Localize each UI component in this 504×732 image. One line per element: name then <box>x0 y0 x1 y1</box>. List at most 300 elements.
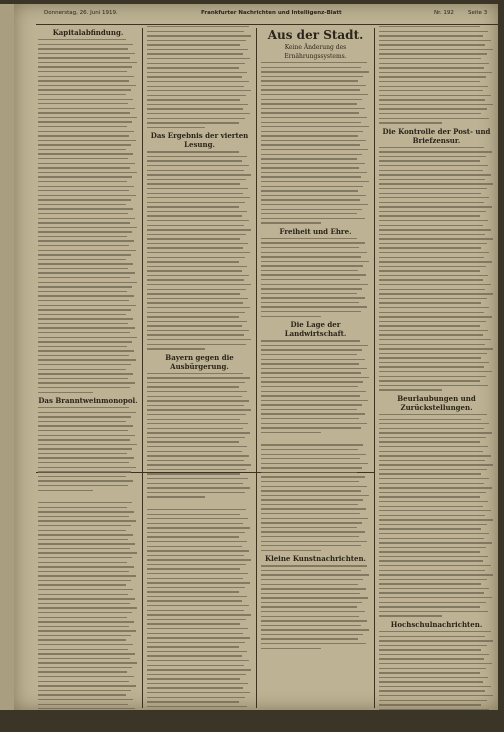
text-line <box>38 236 127 237</box>
text-line <box>379 533 489 534</box>
text-line <box>147 220 249 221</box>
text-line <box>379 542 492 543</box>
text-line <box>261 518 368 519</box>
text-line <box>147 348 205 349</box>
text-line <box>147 99 240 100</box>
text-line <box>379 156 486 157</box>
text-line <box>147 257 245 258</box>
text-line <box>147 527 250 528</box>
text-line <box>38 694 126 695</box>
text-line <box>261 444 363 445</box>
text-line <box>147 437 245 438</box>
text-line <box>261 71 369 72</box>
text-line <box>379 645 487 646</box>
text-line <box>379 677 488 678</box>
text-line <box>38 562 127 563</box>
text-line <box>379 63 489 64</box>
text-line <box>379 49 493 50</box>
newspaper-page <box>14 4 498 710</box>
text-line <box>261 204 368 205</box>
text-line <box>38 607 137 608</box>
text-line <box>38 355 129 356</box>
text-line <box>261 112 359 113</box>
text-line <box>147 197 250 198</box>
heading: Beurlaubungen und Zurückstellungen. <box>397 393 476 412</box>
text-line <box>147 275 249 276</box>
text-line <box>38 112 130 113</box>
text-line <box>379 348 493 349</box>
heading: Das Branntweinmonopol. <box>38 396 138 406</box>
text-block <box>147 26 252 128</box>
text-line <box>38 480 133 481</box>
text-line <box>147 697 245 698</box>
text-line <box>261 400 368 401</box>
text-line <box>38 327 135 328</box>
text-line <box>38 566 134 567</box>
text-line <box>261 213 357 214</box>
text-line <box>261 508 366 509</box>
text-line <box>38 444 137 445</box>
text-line <box>38 378 128 379</box>
text-line <box>147 614 251 615</box>
text-line <box>261 395 360 396</box>
text-line <box>147 330 249 331</box>
text-line <box>38 131 134 132</box>
column-rule <box>256 28 257 708</box>
text-line <box>147 646 239 647</box>
text-line <box>261 85 366 86</box>
text-line <box>261 67 361 68</box>
text-line <box>261 265 363 266</box>
text-line <box>379 44 485 45</box>
text-line <box>261 432 321 433</box>
heading: Die Kontrolle der Post- und Briefzensur. <box>382 126 491 145</box>
text-line <box>379 551 480 552</box>
text-line <box>38 135 129 136</box>
text-line <box>261 463 368 464</box>
text-line <box>147 492 245 493</box>
text-line <box>379 376 486 377</box>
text-line <box>261 404 362 405</box>
text-line <box>379 302 481 303</box>
text-line <box>147 202 245 203</box>
text-line <box>38 617 127 618</box>
text-line <box>379 506 483 507</box>
text-line <box>261 541 367 542</box>
text-line <box>379 197 489 198</box>
text-line <box>147 419 240 420</box>
text-line <box>261 354 357 355</box>
text-line <box>147 293 240 294</box>
text-line <box>38 373 133 374</box>
text-line <box>261 108 365 109</box>
text-line <box>379 188 487 189</box>
text-line <box>261 372 361 373</box>
text-line <box>379 325 480 326</box>
text-line <box>379 31 488 32</box>
text-line <box>261 602 362 603</box>
text-line <box>38 594 128 595</box>
text-line <box>147 532 245 533</box>
text-line <box>261 199 360 200</box>
text-line <box>379 108 487 109</box>
text-line <box>261 629 369 630</box>
text-line <box>379 446 488 447</box>
text-line <box>261 297 365 298</box>
text-line <box>38 181 127 182</box>
text-line <box>261 550 321 551</box>
text-block <box>38 39 138 393</box>
text-line <box>147 473 240 474</box>
text-line <box>147 432 250 433</box>
text-line <box>379 266 486 267</box>
text-line <box>38 364 131 365</box>
text-line <box>38 439 130 440</box>
text-line <box>38 121 132 122</box>
text-line <box>147 428 243 429</box>
text-line <box>379 654 489 655</box>
text-line <box>261 391 366 392</box>
text-line <box>147 514 240 515</box>
text-line <box>38 430 128 431</box>
text-line <box>147 655 242 656</box>
text-line <box>379 672 480 673</box>
text-line <box>147 334 244 335</box>
text-line <box>261 472 357 473</box>
text-line <box>38 62 137 63</box>
text-line <box>379 247 481 248</box>
text-line <box>147 573 248 574</box>
text-line <box>261 181 369 182</box>
text-line <box>147 446 247 447</box>
text-line <box>261 531 365 532</box>
text-line <box>38 53 135 54</box>
text-line <box>261 495 369 496</box>
text-line <box>379 686 491 687</box>
text-line <box>38 639 126 640</box>
heading: Kapitalabfindung. <box>52 28 124 37</box>
text-line <box>261 481 359 482</box>
text-line <box>147 541 247 542</box>
text-line <box>379 597 492 598</box>
text-line <box>379 690 485 691</box>
text-line <box>38 199 131 200</box>
text-line <box>38 658 130 659</box>
text-block <box>261 444 370 551</box>
text-line <box>379 588 489 589</box>
text-line <box>38 117 137 118</box>
text-line <box>147 252 250 253</box>
text-line <box>261 458 360 459</box>
text-line <box>147 678 240 679</box>
text-line <box>147 706 247 707</box>
text-line <box>379 275 488 276</box>
text-line <box>147 44 240 45</box>
text-line <box>38 108 135 109</box>
text-line <box>261 574 369 575</box>
text-line <box>147 692 250 693</box>
text-line <box>379 528 481 529</box>
text-line <box>261 103 357 104</box>
text-line <box>147 555 244 556</box>
text-line <box>147 183 240 184</box>
text-block <box>147 509 252 710</box>
text-line <box>147 104 248 105</box>
text-line <box>379 118 489 119</box>
text-line <box>38 621 134 622</box>
text-line <box>38 671 127 672</box>
text-line <box>38 186 134 187</box>
text-line <box>147 193 243 194</box>
column-rule <box>374 28 375 708</box>
text-line <box>38 314 126 315</box>
text-line <box>38 149 126 150</box>
text-line <box>38 254 131 255</box>
text-line <box>38 231 132 232</box>
text-line <box>38 392 93 393</box>
text-line <box>38 584 126 585</box>
text-line <box>147 582 250 583</box>
text-line <box>379 501 488 502</box>
text-line <box>379 261 492 262</box>
text-line <box>38 66 132 67</box>
text-line <box>147 113 250 114</box>
text-line <box>379 243 487 244</box>
section-title: Aus der Stadt. <box>267 28 364 42</box>
text-line <box>147 373 243 374</box>
text-line <box>379 704 481 705</box>
text-line <box>261 606 357 607</box>
text-line <box>261 99 362 100</box>
text-line <box>261 616 359 617</box>
text-line <box>38 323 128 324</box>
text-block <box>379 26 494 124</box>
text-line <box>261 89 360 90</box>
text-line <box>38 690 131 691</box>
text-line <box>38 337 137 338</box>
text-line <box>261 504 358 505</box>
text-line <box>261 565 367 566</box>
text-line <box>379 86 488 87</box>
column-2 <box>147 26 252 710</box>
text-line <box>38 435 135 436</box>
text-line <box>261 284 368 285</box>
text-line <box>147 316 239 317</box>
text-line <box>147 687 243 688</box>
heading: Freiheit und Ehre. <box>279 226 352 236</box>
text-line <box>379 193 481 194</box>
text-line <box>147 261 239 262</box>
text-line <box>261 122 361 123</box>
text-line <box>147 451 242 452</box>
text-line <box>261 172 367 173</box>
text-line <box>38 667 132 668</box>
text-line <box>261 316 321 317</box>
text-line <box>379 695 493 696</box>
text-line <box>38 453 127 454</box>
text-line <box>379 170 483 171</box>
column-4 <box>379 26 494 710</box>
text-line <box>147 215 242 216</box>
text-line <box>261 638 358 639</box>
text-line <box>379 583 481 584</box>
text-block <box>379 631 494 710</box>
text-line <box>261 238 357 239</box>
text-line <box>147 496 205 497</box>
text-line <box>379 432 492 433</box>
text-line <box>379 35 483 36</box>
text-line <box>379 312 484 313</box>
text-line <box>379 252 489 253</box>
text-line <box>261 423 367 424</box>
text-line <box>261 190 358 191</box>
text-line <box>147 460 244 461</box>
text-line <box>38 598 135 599</box>
text-line <box>261 648 321 649</box>
text-line <box>379 40 491 41</box>
text-line <box>379 289 485 290</box>
text-line <box>147 382 245 383</box>
text-line <box>38 172 137 173</box>
text-line <box>147 523 243 524</box>
text-line <box>379 538 484 539</box>
text-line <box>38 305 136 306</box>
text-line <box>38 144 131 145</box>
text-line <box>147 550 249 551</box>
text-line <box>38 516 129 517</box>
text-line <box>147 312 245 313</box>
text-line <box>379 464 493 465</box>
text-line <box>38 277 130 278</box>
text-line <box>261 386 358 387</box>
text-line <box>379 565 491 566</box>
text-line <box>379 366 484 367</box>
text-line <box>147 58 250 59</box>
text-line <box>261 222 321 223</box>
text-block <box>147 151 252 349</box>
text-line <box>261 149 368 150</box>
text-line <box>379 298 487 299</box>
text-block <box>261 238 370 317</box>
text-line <box>38 626 129 627</box>
heading: Bayern gegen die Ausbürgerung. <box>165 352 234 371</box>
text-line <box>38 163 135 164</box>
text-line <box>261 167 359 168</box>
text-line <box>261 135 358 136</box>
text-line <box>379 307 489 308</box>
text-line <box>261 126 369 127</box>
text-line <box>379 206 492 207</box>
header-masthead: Frankfurter Nachrichten und Intelligenz-Blatt <box>201 10 342 16</box>
text-line <box>379 709 489 710</box>
text-line <box>38 502 132 503</box>
text-line <box>147 642 245 643</box>
text-line <box>379 179 485 180</box>
text-line <box>38 681 129 682</box>
text-line <box>38 476 126 477</box>
text-line <box>38 240 134 241</box>
text-line <box>147 487 250 488</box>
text-line <box>38 39 126 40</box>
text-line <box>261 467 362 468</box>
text-block <box>261 62 370 224</box>
text-line <box>261 449 358 450</box>
text-line <box>38 425 133 426</box>
text-line <box>147 637 250 638</box>
text-block <box>379 147 494 391</box>
text-line <box>147 95 246 96</box>
text-line <box>379 362 489 363</box>
heading: Das Ergebnis der vierten Lesung. <box>150 131 249 150</box>
text-line <box>38 520 136 521</box>
text-line <box>147 633 243 634</box>
text-line <box>38 662 137 663</box>
text-line <box>147 122 239 123</box>
text-line <box>38 245 129 246</box>
text-line <box>147 234 246 235</box>
text-line <box>261 76 363 77</box>
text-line <box>147 174 251 175</box>
text-line <box>261 499 363 500</box>
column-1 <box>38 26 138 710</box>
text-line <box>261 527 357 528</box>
text-line <box>147 610 244 611</box>
text-line <box>379 53 487 54</box>
text-line <box>38 99 133 100</box>
text-line <box>38 511 134 512</box>
text-line <box>147 587 245 588</box>
text-line <box>379 330 488 331</box>
text-line <box>379 428 484 429</box>
text-line <box>261 490 361 491</box>
text-line <box>38 295 134 296</box>
text-line <box>379 510 491 511</box>
text-line <box>261 158 357 159</box>
text-line <box>147 298 248 299</box>
text-line <box>379 371 492 372</box>
text-line <box>379 76 486 77</box>
text-line <box>379 160 480 161</box>
text-line <box>147 509 246 510</box>
text-line <box>261 643 366 644</box>
text-line <box>379 389 442 390</box>
text-line <box>261 476 365 477</box>
text-line <box>261 261 369 262</box>
text-line <box>147 325 242 326</box>
text-line <box>38 543 135 544</box>
text-line <box>147 302 243 303</box>
text-line <box>147 568 240 569</box>
text-line <box>38 359 136 360</box>
text-line <box>147 660 249 661</box>
text-line <box>147 156 247 157</box>
text-line <box>379 380 480 381</box>
text-line <box>38 309 131 310</box>
text-line <box>379 72 492 73</box>
text-line <box>379 165 488 166</box>
subheading: Ernährungssystems. <box>284 53 347 60</box>
text-line <box>379 547 486 548</box>
text-line <box>261 418 359 419</box>
text-line <box>379 441 480 442</box>
text-line <box>261 427 361 428</box>
text-line <box>38 525 131 526</box>
text-line <box>379 615 442 616</box>
text-line <box>261 154 362 155</box>
text-line <box>38 300 129 301</box>
text-line <box>147 591 239 592</box>
header-issue: Nr. 192 <box>434 10 454 16</box>
